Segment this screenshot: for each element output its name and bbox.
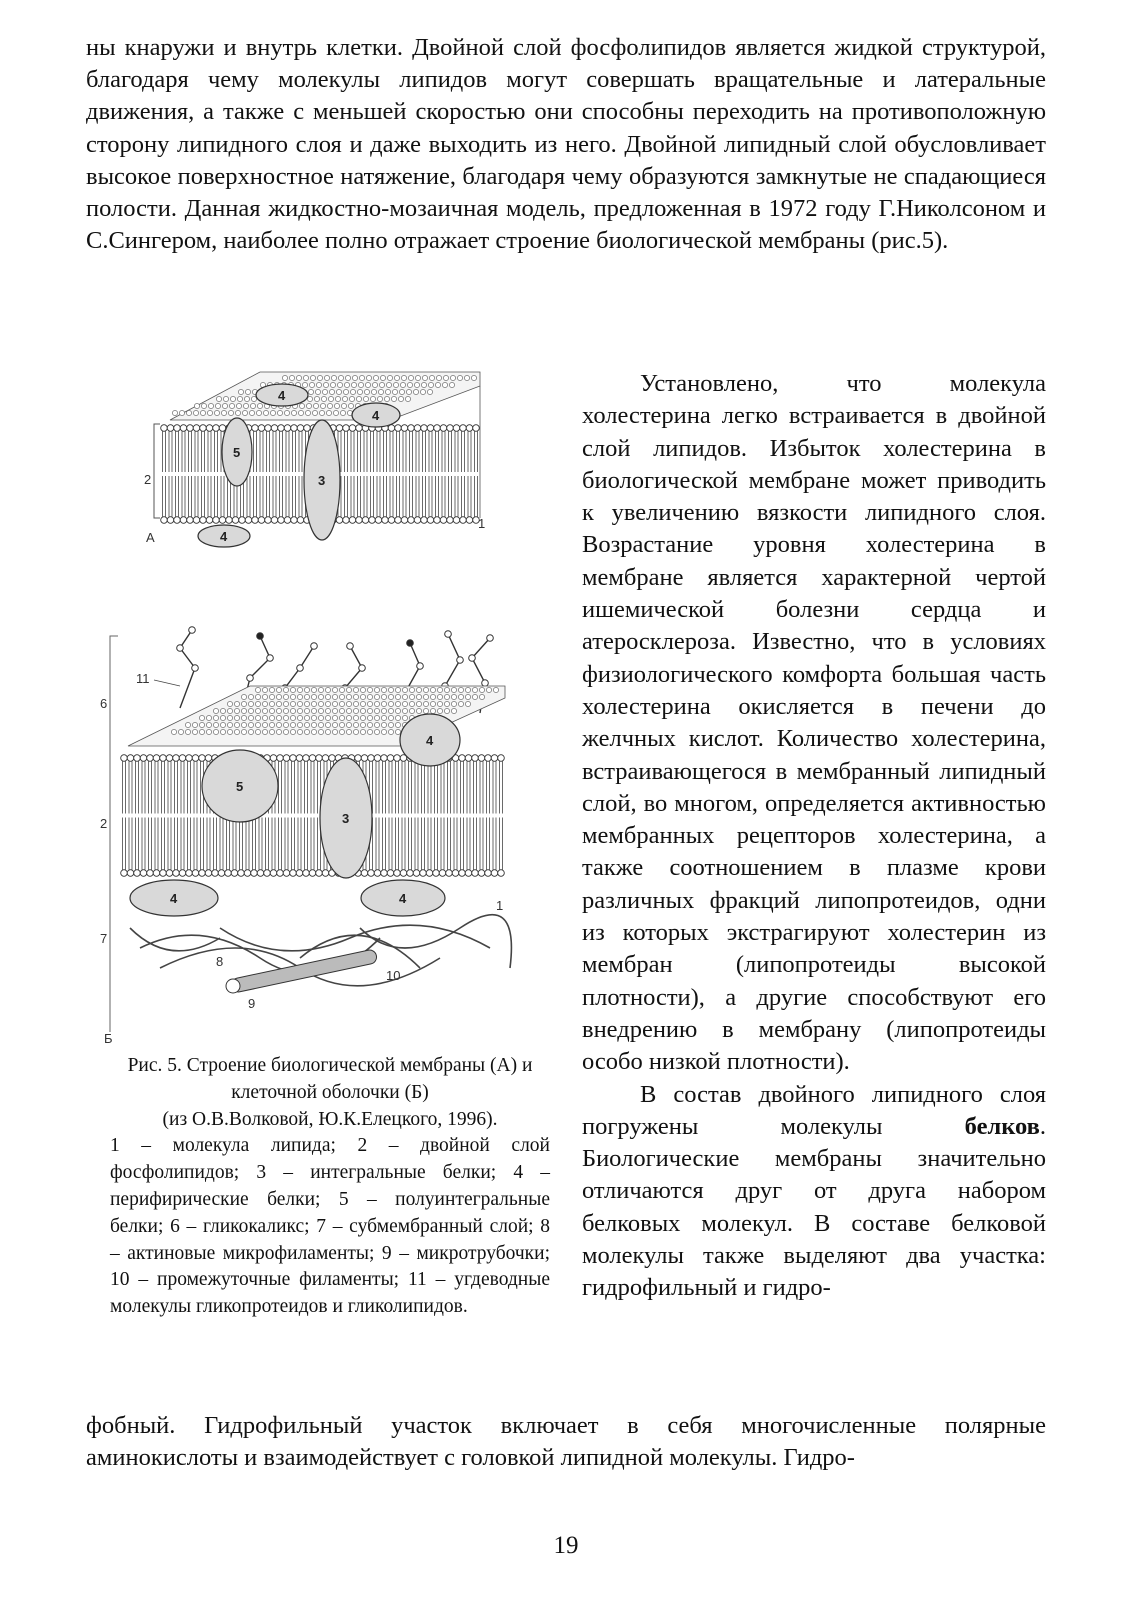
panel-b-protein-4-bottom-right [361, 880, 445, 916]
panel-b-bilayer [121, 755, 505, 877]
paragraph-2-start: В состав двойного липидного слоя погружены молекулы [582, 1080, 1046, 1140]
panel-a-bracket [154, 424, 160, 518]
panel-b-cell-coat [100, 627, 511, 1046]
top-paragraph [86, 32, 1046, 257]
panel-b-protein-5-label: 5 [236, 779, 244, 794]
panel-a-protein-4-right [352, 403, 400, 427]
right-paragraph-2 [582, 1079, 1046, 1305]
panel-a-protein-5-label: 5 [233, 445, 241, 460]
caption-source: (из О.В.Волковой, Ю.К.Елецкого, 1996). [162, 1108, 498, 1130]
panel-b-protein-4-bottom-left-label: 4 [170, 891, 178, 906]
panel-b-label-9: 9 [248, 996, 256, 1011]
panel-b-protein-3 [320, 758, 372, 878]
panel-b-protein-4-bottom-left [130, 880, 218, 916]
panel-b-label-1: 1 [496, 898, 504, 913]
panel-a-protein-4-bottom [198, 525, 250, 547]
panel-b-label-8: 8 [216, 954, 224, 969]
glycocalyx-chain [177, 627, 199, 708]
panel-a-protein-4-top [256, 384, 308, 406]
panel-b-label-10: 10 [386, 968, 401, 983]
top-paragraph-text: ны кнаружи и внутрь клетки. Двойной слой фосфолипидов является жидкой структурой, благодаря чему молекулы липидов могут совершать вращательные и латеральные движения, а также с меньшей скоростью они способны переходить на противоположную сторону липидного слоя и даже выходить из него. Двойной липидный слой обусловливает высокое поверхностное натяжение, благодаря чему образуются замкнутые не спадающиеся полости. Данная жидкостно-мозаичная модель, предложенная в 1972 году Г.Николсоном и С.Сингером, наиболее полно отражает строение биологической мембраны (рис.5). [86, 34, 1046, 255]
bottom-paragraph-text: фобный. Гидрофильный участок включает в себя многочисленные полярные аминокислоты и взаимодействует с головкой липидной молекулы. Гидро- [86, 1412, 1046, 1472]
right-column [582, 368, 1046, 1305]
panel-b-protein-5 [202, 750, 278, 822]
panel-b-letter: Б [104, 1031, 113, 1046]
panel-a-protein-4-top-label: 4 [278, 388, 286, 403]
label-11-leader [154, 680, 180, 686]
paragraph-2-end: . Биологические мембраны значительно отличаются друг от друга набором белковых молекул. В составе белковой молекулы также выделяют два участка: гидрофильный и гидро- [582, 1112, 1046, 1302]
panel-b-protein-4-top-label: 4 [426, 733, 434, 748]
panel-b-bracket [110, 636, 118, 1032]
panel-b-label-2: 2 [100, 816, 108, 831]
panel-a-membrane [144, 372, 485, 547]
panel-b-protein-3-label: 3 [342, 811, 350, 826]
panel-a-protein-3-label: 3 [318, 473, 326, 488]
figure-caption [110, 1053, 550, 1321]
panel-a-protein-3 [304, 420, 340, 540]
right-paragraph-1: Установлено, что молекула холестерина легко встраивается в двойной слой липидов. Избыток холестерина в биологической мембране может приводить к увеличению вязкости липидного слоя. Возрастание уровня холестерина в мембране является характерной чертой ишемической болезни сердца и атеросклероза. Известно, что в условиях физиологического комфорта большая часть холестерина окисляется в печени до желчных кислот. Количество холестерина, встраивающегося в мембранный липидный слой, во многом, определяется активностью мембранных рецепторов холестерина, а также соотношением в плазме крови различных фракций липопротеидов, одни из которых экстрагируют холестерин из мембран (липопротеиды высокой плотности), а другие способствуют его внедрению в мембрану (липопротеиды особо низкой плотности). [582, 370, 1046, 1076]
panel-a-protein-4-right-label: 4 [372, 408, 380, 423]
panel-b-label-11: 11 [136, 671, 150, 686]
page-number: 19 [553, 1532, 579, 1559]
panel-a-label-1: 1 [478, 516, 486, 531]
panel-a-protein-4-bottom-label: 4 [220, 529, 228, 544]
membrane-illustration [100, 368, 540, 1048]
panel-b-label-6: 6 [100, 696, 108, 711]
filament [220, 925, 490, 951]
caption-title: Рис. 5. Строение биологической мембраны (А) и клеточной оболочки (Б) [127, 1055, 533, 1103]
caption-legend: 1 – молекула липида; 2 – двойной слой фосфолипидов; 3 – интегральные белки; 4 – перифирические белки; 5 – полуинтегральные белки; 6 – гликокаликс; 7 – субмембранный слой; 8 – актиновые микрофиламенты; 9 – микротрубочки; 10 – промежуточные филаменты; 11 – угдеводные молекулы гликопротеидов и гликолипидов. [110, 1135, 550, 1318]
panel-a-protein-5 [222, 418, 252, 486]
panel-a-letter: А [146, 530, 155, 545]
panel-a-top-surface [170, 372, 480, 420]
bold-term-proteins: белков [964, 1112, 1040, 1140]
panel-b-protein-4-top [400, 714, 460, 766]
panel-b-label-7: 7 [100, 931, 108, 946]
panel-b-protein-4-bottom-right-label: 4 [399, 891, 407, 906]
bottom-paragraph [86, 1410, 1046, 1474]
filament [130, 928, 220, 951]
membrane-figure [100, 368, 540, 1048]
panel-a-label-2: 2 [144, 472, 152, 487]
